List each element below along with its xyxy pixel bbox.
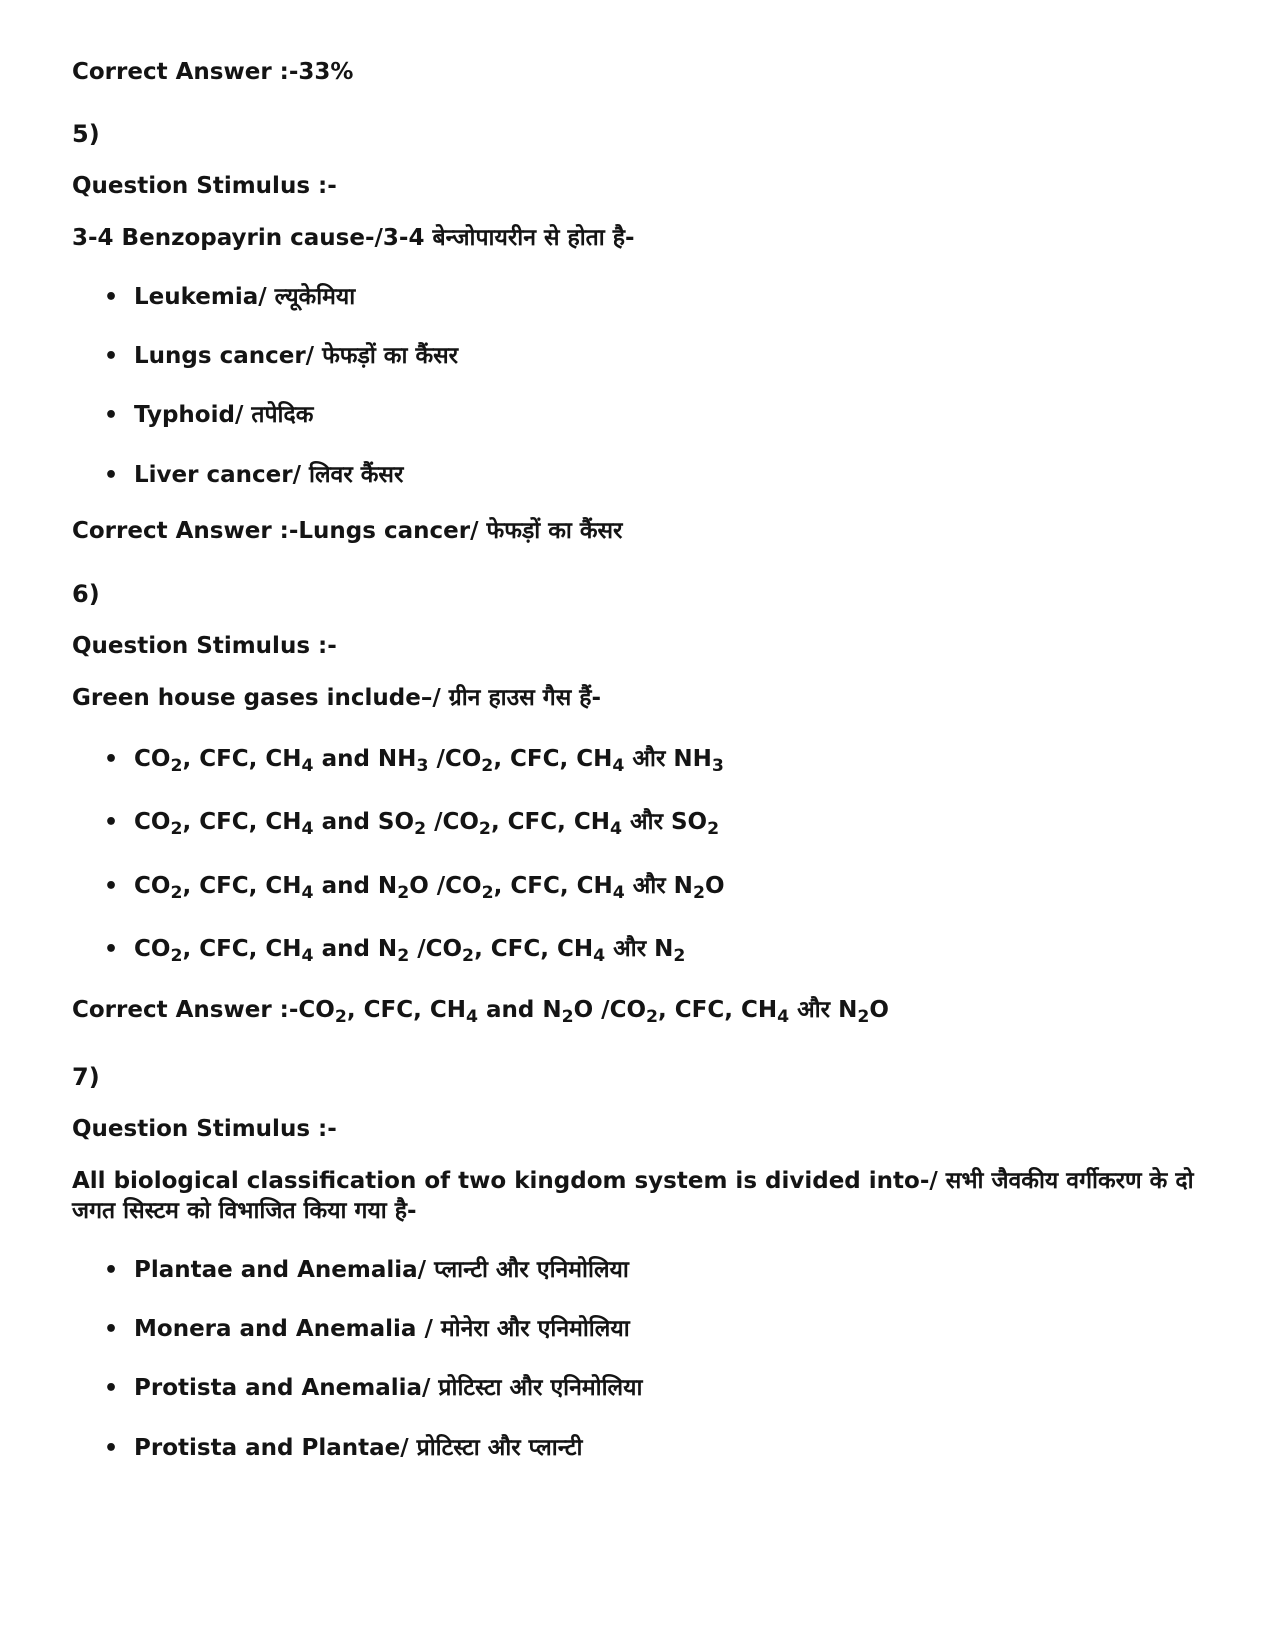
option-text: $CO_2$, CFC, $CH_4$ and $SO_2$ $/CO_2$, CFC, $CH_4$ और $SO_2$ (134, 809, 720, 840)
option-text: Monera and Anemalia / मोनेरा और एनिमोलिया (134, 1316, 630, 1342)
subscript: 4 (301, 946, 314, 967)
correct-answer (72, 516, 622, 546)
bullet-dot-icon: • (104, 403, 119, 428)
bullet-dot-icon: • (104, 1436, 119, 1461)
option-text: Liver cancer/ लिवर कैंसर (134, 462, 404, 488)
question-text: 3-4 Benzopayrin cause-/3-4 बेन्जोपायरीन से होता है- (72, 225, 635, 251)
bullet-dot-icon: • (104, 747, 119, 772)
option-item (104, 1255, 629, 1286)
subscript: 2 (707, 819, 720, 840)
bullet-dot-icon: • (104, 937, 119, 962)
subscript: 4 (777, 1007, 790, 1028)
bullet-dot-icon: • (104, 1317, 119, 1342)
subscript: 2 (397, 946, 410, 967)
answer-value: 33% (298, 59, 354, 85)
subscript: 2 (481, 883, 494, 904)
answer-value: $CO_2$, CFC, $CH_4$ and $N_2O$ $/CO_2$, CFC, $CH_4$ और $N_2O$ (298, 997, 889, 1028)
subscript: 2 (170, 883, 183, 904)
subscript: 2 (170, 946, 183, 967)
question-text: Green house gases include–/ ग्रीन हाउस गैस हैं- (72, 685, 602, 711)
subscript: 2 (170, 756, 183, 777)
option-text: $CO_2$, CFC, $CH_4$ and $NH_3$ $/CO_2$, CFC, $CH_4$ और $NH_3$ (134, 746, 724, 777)
subscript: 2 (561, 1007, 574, 1028)
subscript: 2 (397, 883, 410, 904)
bullet-dot-icon: • (104, 344, 119, 369)
option-item (104, 871, 725, 902)
question-number: 6) (72, 580, 100, 608)
subscript: 4 (612, 756, 625, 777)
option-item (104, 1314, 630, 1345)
bullet-dot-icon: • (104, 285, 119, 310)
option-item (104, 282, 355, 313)
subscript: 3 (416, 756, 429, 777)
subscript: 4 (610, 819, 623, 840)
correct-answer (72, 995, 889, 1028)
subscript: 4 (301, 883, 314, 904)
option-item (104, 341, 458, 372)
subscript: 3 (711, 756, 724, 777)
question-text: All biological classification of two kingdom system is divided into-/ सभी जैवकीय वर्गीकरण के दो जगत सिस्टम को विभाजित किया गया है- (72, 1168, 1194, 1224)
answer-label: Correct Answer :- (72, 59, 299, 85)
option-item (104, 1373, 642, 1404)
answer-label: Correct Answer :- (72, 518, 299, 544)
subscript: 2 (462, 946, 475, 967)
option-item (104, 807, 719, 838)
question-number: 7) (72, 1063, 100, 1091)
question-stimulus-label: Question Stimulus :- (72, 173, 337, 199)
subscript: 4 (593, 946, 606, 967)
option-item (104, 934, 685, 965)
option-text: Protista and Plantae/ प्रोटिस्टा और प्लान्टी (134, 1435, 583, 1461)
option-text: $CO_2$, CFC, $CH_4$ and $N_2O$ $/CO_2$, CFC, $CH_4$ और $N_2O$ (134, 873, 725, 904)
option-text: Lungs cancer/ फेफड़ों का कैंसर (134, 343, 459, 369)
bullet-dot-icon: • (104, 1258, 119, 1283)
option-item (104, 400, 313, 431)
subscript: 4 (301, 756, 314, 777)
subscript: 4 (612, 883, 625, 904)
subscript: 2 (673, 946, 686, 967)
option-text: Typhoid/ तपेदिक (134, 402, 314, 428)
previous-correct-answer (72, 57, 353, 87)
option-text: Protista and Anemalia/ प्रोटिस्टा और एनिमोलिया (134, 1375, 643, 1401)
answer-label: Correct Answer :- (72, 997, 299, 1023)
subscript: 4 (301, 819, 314, 840)
subscript: 2 (646, 1007, 659, 1028)
subscript: 2 (414, 819, 427, 840)
option-text: Leukemia/ ल्यूकेमिया (134, 284, 356, 310)
question-stimulus-label: Question Stimulus :- (72, 1116, 337, 1142)
option-item (104, 744, 724, 775)
subscript: 2 (481, 756, 494, 777)
question-stimulus-label: Question Stimulus :- (72, 633, 337, 659)
subscript: 2 (692, 883, 705, 904)
subscript: 2 (334, 1007, 347, 1028)
question-number: 5) (72, 120, 100, 148)
bullet-dot-icon: • (104, 810, 119, 835)
option-item (104, 1433, 582, 1464)
subscript: 2 (170, 819, 183, 840)
subscript: 4 (465, 1007, 478, 1028)
option-item (104, 460, 403, 491)
bullet-dot-icon: • (104, 1376, 119, 1401)
bullet-dot-icon: • (104, 874, 119, 899)
subscript: 2 (478, 819, 491, 840)
answer-value: Lungs cancer/ फेफड़ों का कैंसर (298, 518, 623, 544)
option-text: $CO_2$, CFC, $CH_4$ and $N_2$ $/CO_2$, CFC, $CH_4$ और $N_2$ (134, 936, 686, 967)
option-text: Plantae and Anemalia/ प्लान्टी और एनिमोलिया (134, 1257, 629, 1283)
subscript: 2 (857, 1007, 870, 1028)
bullet-dot-icon: • (104, 463, 119, 488)
